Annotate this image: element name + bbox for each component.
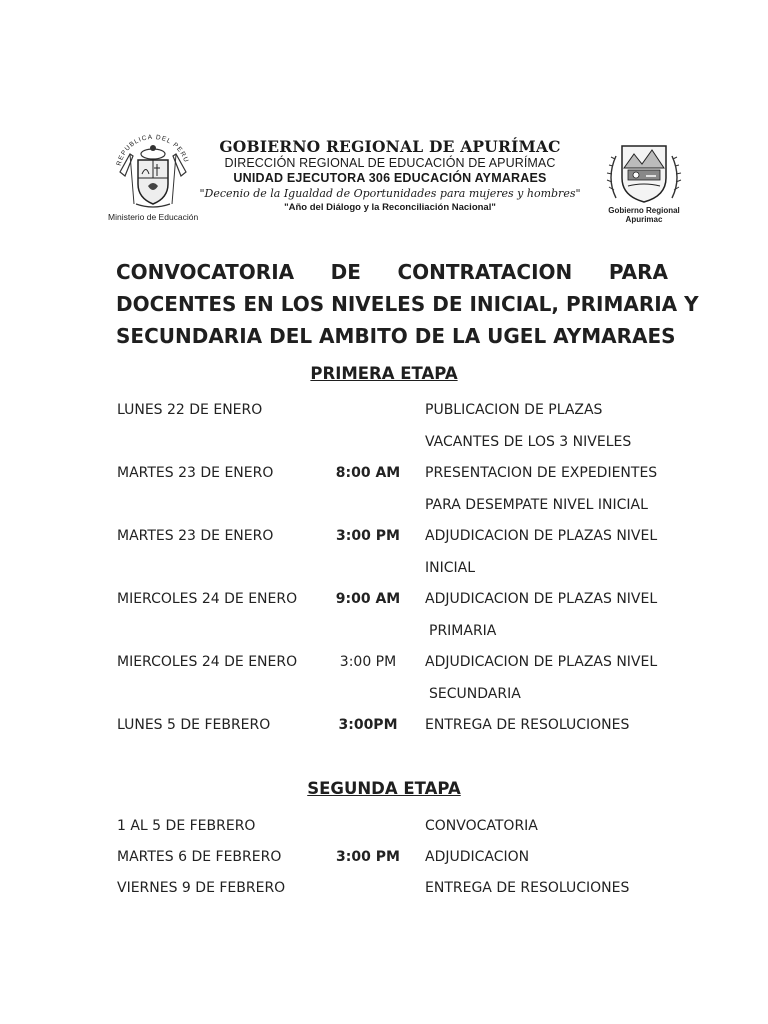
seal-ring-text: REPUBLICA DEL PERU (115, 133, 190, 167)
schedule-row-continuation (0, 495, 768, 515)
row-date: MIERCOLES 24 DE ENERO (117, 591, 298, 607)
year-motto: "Año del Diálogo y la Reconciliación Nacional" (284, 202, 496, 213)
row-activity: ADJUDICACION DE PLAZAS NIVEL (425, 528, 658, 544)
row-time: 8:00 AM (335, 465, 401, 481)
stage-1-heading: PRIMERA ETAPA (310, 364, 458, 383)
row-time: 9:00 AM (335, 591, 401, 607)
title-line-3: SECUNDARIA DEL AMBITO DE LA UGEL AYMARAES (116, 324, 676, 348)
row-activity: PUBLICACION DE PLAZAS (425, 402, 603, 418)
regional-caption-2: Apurimac (625, 215, 663, 224)
schedule-row-continuation (0, 621, 768, 641)
row-activity: CONVOCATORIA (425, 818, 538, 834)
row-activity-continued: PRIMARIA (429, 623, 497, 639)
row-time: 3:00 PM (336, 849, 400, 865)
row-date: 1 AL 5 DE FEBRERO (117, 818, 256, 834)
schedule-row-continuation (0, 684, 768, 704)
decade-motto: "Decenio de la Igualdad de Oportunidades para mujeres y hombres" (199, 187, 581, 200)
row-date: MARTES 6 DE FEBRERO (117, 849, 282, 865)
schedule-row (0, 847, 768, 867)
regional-caption-1: Gobierno Regional (608, 206, 680, 215)
executing-unit-name: UNIDAD EJECUTORA 306 EDUCACIÓN AYMARAES (233, 171, 547, 185)
row-activity: ADJUDICACION DE PLAZAS NIVEL (425, 654, 658, 670)
announcement-title (116, 256, 699, 352)
row-activity-continued: VACANTES DE LOS 3 NIVELES (425, 434, 632, 450)
row-activity: ENTREGA DE RESOLUCIONES (425, 880, 630, 896)
apurimac-emblem-icon (602, 138, 686, 206)
regional-government-seal (596, 138, 692, 224)
title-line-2: DOCENTES EN LOS NIVELES DE INICIAL, PRIMARIA Y (116, 292, 699, 316)
organization-name: GOBIERNO REGIONAL DE APURÍMAC (219, 137, 561, 156)
row-activity: ENTREGA DE RESOLUCIONES (425, 717, 630, 733)
schedule-row (0, 715, 768, 735)
title-word: DE (330, 260, 361, 284)
row-activity: ADJUDICACION (425, 849, 530, 865)
schedule-row (0, 652, 768, 672)
row-activity-continued: INICIAL (425, 560, 476, 576)
schedule-row (0, 878, 768, 898)
row-time: 3:00 PM (336, 528, 400, 544)
row-date: MIERCOLES 24 DE ENERO (117, 654, 298, 670)
stage-2-heading: SEGUNDA ETAPA (307, 779, 461, 798)
schedule-row (0, 526, 768, 546)
title-word: CONVOCATORIA (116, 260, 295, 284)
title-word: PARA (608, 260, 668, 284)
letterhead (190, 138, 590, 215)
title-line-1 (116, 256, 668, 288)
row-activity-continued: SECUNDARIA (429, 686, 521, 702)
row-date: MARTES 23 DE ENERO (117, 528, 274, 544)
title-word: CONTRATACION (397, 260, 573, 284)
row-date: LUNES 5 DE FEBRERO (117, 717, 271, 733)
ministry-caption: Ministerio de Educación (108, 212, 199, 222)
row-activity: ADJUDICACION DE PLAZAS NIVEL (425, 591, 658, 607)
row-time: 3:00PM (338, 717, 398, 733)
peru-coat-of-arms-icon (108, 132, 198, 210)
row-date: LUNES 22 DE ENERO (117, 402, 263, 418)
row-date: MARTES 23 DE ENERO (117, 465, 274, 481)
row-activity: PRESENTACION DE EXPEDIENTES (425, 465, 658, 481)
row-activity-continued: PARA DESEMPATE NIVEL INICIAL (425, 497, 648, 513)
schedule-row-continuation (0, 558, 768, 578)
schedule-row (0, 589, 768, 609)
row-date: VIERNES 9 DE FEBRERO (117, 880, 286, 896)
row-time: 3:00 PM (339, 654, 397, 670)
ministry-seal (108, 132, 200, 222)
schedule-row (0, 463, 768, 483)
directorate-name: DIRECCIÓN REGIONAL DE EDUCACIÓN DE APURÍMAC (224, 156, 556, 170)
schedule-row (0, 816, 768, 836)
schedule-row (0, 400, 768, 420)
schedule-row-continuation (0, 432, 768, 452)
